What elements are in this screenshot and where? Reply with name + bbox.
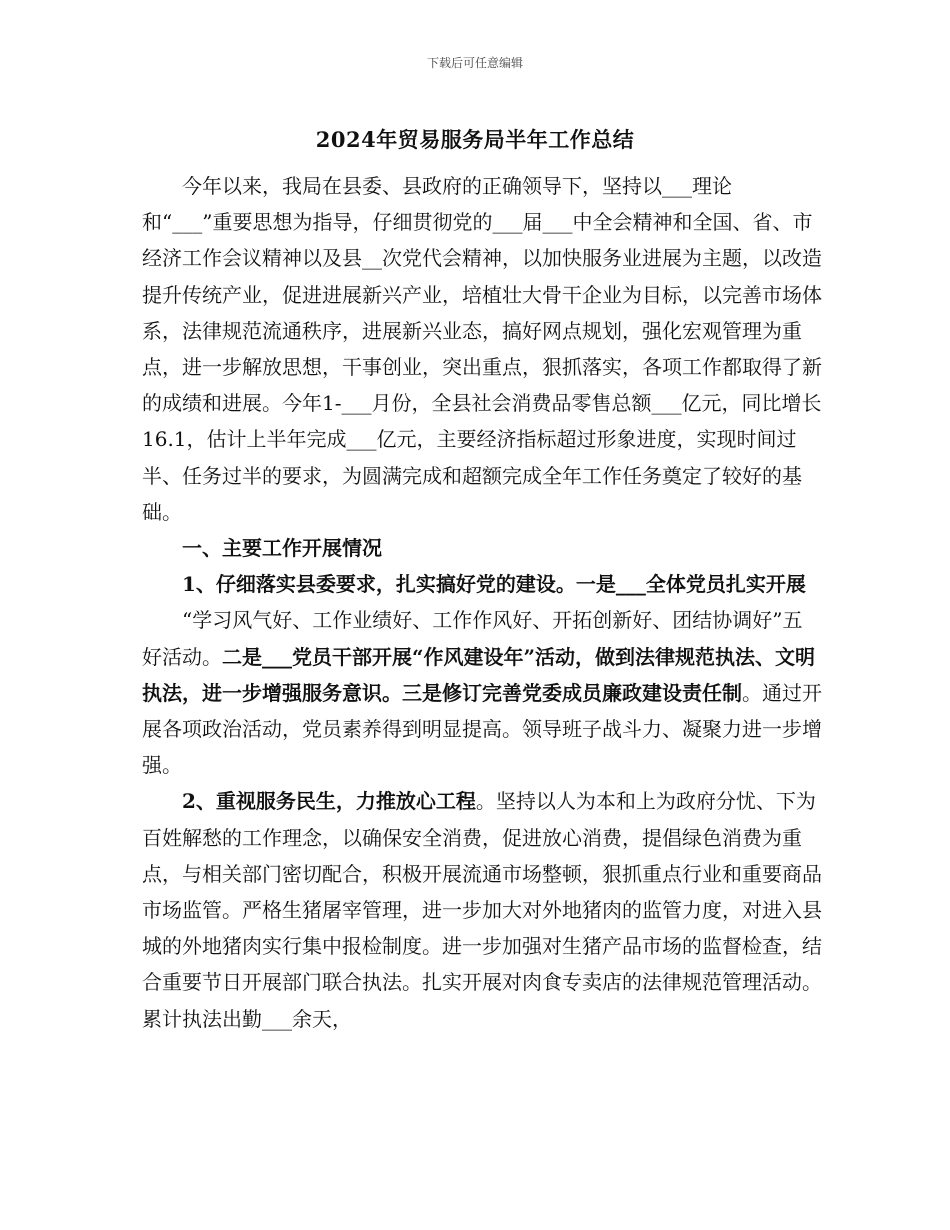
header-note: 下载后可任意编辑 (426, 56, 523, 70)
item1-text-b: 二是___党员干部开展“作风建设年”活动，做到法律规范执法、文明执法，进一步增强服务意识。三是修订完善党委成员廉政建设责任制 (142, 644, 816, 705)
item2-text: 。坚持以人为本和上为政府分忧、下为百姓解愁的工作理念，以确保安全消费，促进放心消费，提倡绿色消费为重点，与相关部门密切配合，积极开展流通市场整顿，狠抓重点行业和重要商品市场监管。严格生猪屠宰管理，进一步加大对外地猪肉的监管力度，对进入县城的外地猪肉实行集中报检制度。进一步加强对生猪产品市场的监督检查，结合重要节日开展部门联合执法。扎实开展对肉食专卖店的法律规范管理活动。累计执法出勤___余天， (142, 789, 822, 1031)
document-body (142, 168, 822, 1037)
intro-paragraph: 今年以来，我局在县委、县政府的正确领导下，坚持以___理论和“___”重要思想为指导，仔细贯彻党的___届___中全会精神和全国、省、市经济工作会议精神以及县__次党代会精神，以加快服务业进展为主题，以改造提升传统产业，促进进展新兴产业，培植壮大骨干企业为目标，以完善市场体系，法律规范流通秩序，进展新兴业态，搞好网点规划，强化宏观管理为重点，进一步解放思想，干事创业，突出重点，狠抓落实，各项工作都取得了新的成绩和进展。今年1-___月份，全县社会消费品零售总额___亿元，同比增长16.1，估计上半年完成___亿元，主要经济指标超过形象进度，实现时间过半、任务过半的要求，为圆满完成和超额完成全年工作任务奠定了较好的基础。 (142, 174, 822, 524)
document-title: 2024年贸易服务局半年工作总结 (315, 127, 635, 152)
item1-heading: 1、仔细落实县委要求，扎实搞好党的建设。一是___全体党员扎实开展 (182, 572, 806, 597)
item2-heading: 2、重视服务民生，力推放心工程 (182, 789, 476, 814)
item2-paragraph (142, 783, 822, 1036)
item1-text-a: “学习风气好、工作业绩好、工作作风好、开拓创新好、团结协调好”五好活动。 (142, 608, 803, 669)
item1-text-c: 。通过开展各项政治活动，党员素养得到明显提高。领导班子战斗力、凝聚力进一步增强。 (142, 680, 822, 778)
item1-paragraph (142, 602, 822, 783)
section1-heading: 一、主要工作开展情况 (182, 536, 382, 561)
